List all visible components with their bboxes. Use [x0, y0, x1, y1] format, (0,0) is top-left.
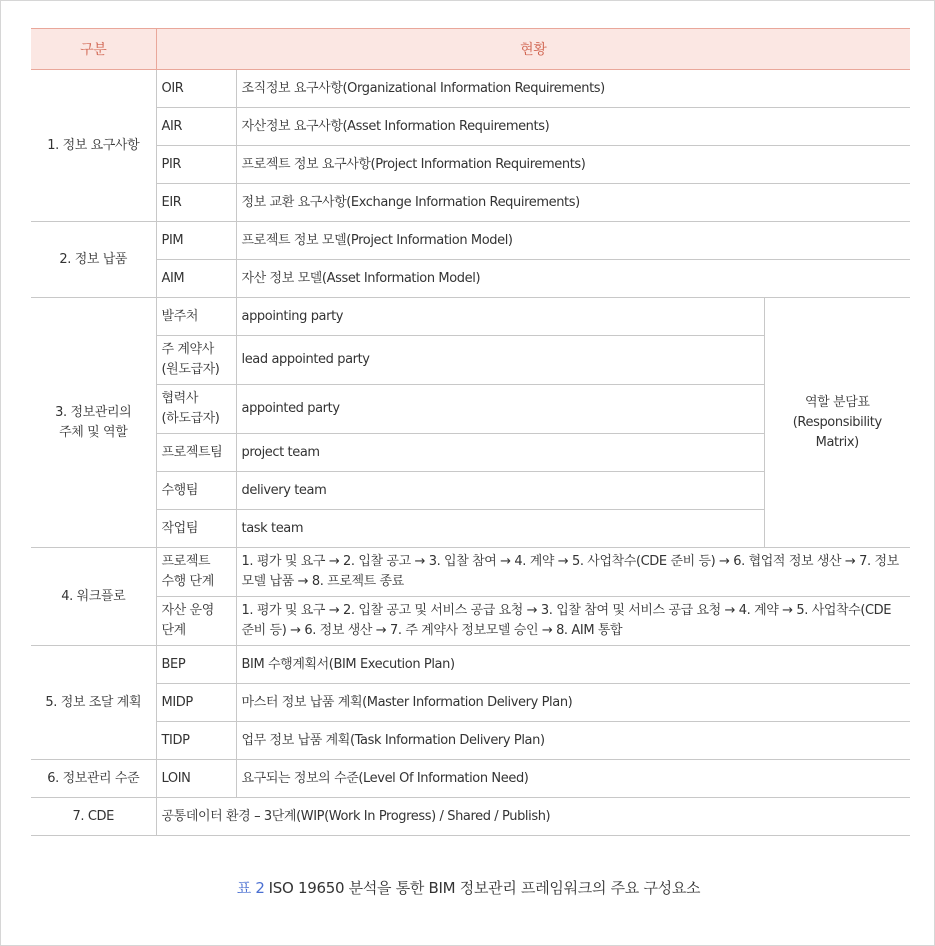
- row-code: OIR: [156, 70, 236, 108]
- table-row: [31, 108, 910, 146]
- section-title-line: 주체 및 역할: [59, 424, 128, 440]
- row-code: [156, 597, 236, 646]
- row-code-line: (원도급자): [161, 362, 220, 377]
- table-row: [31, 760, 910, 798]
- section-title: 1. 정보 요구사항: [31, 70, 156, 222]
- section-title-line: 3. 정보관리의: [55, 404, 132, 420]
- row-code: [156, 336, 236, 385]
- table-row: [31, 298, 910, 336]
- section-title: 6. 정보관리 수준: [31, 760, 156, 798]
- row-code: 수행팀: [156, 472, 236, 510]
- iso19650-table: [31, 28, 910, 836]
- section-title: 4. 워크플로: [31, 548, 156, 646]
- row-code-line: 주 계약사: [161, 342, 214, 357]
- row-desc: project team: [236, 434, 764, 472]
- row-code: AIR: [156, 108, 236, 146]
- row-code: 발주처: [156, 298, 236, 336]
- row-code: LOIN: [156, 760, 236, 798]
- row-desc: task team: [236, 510, 764, 548]
- row-code-line: (하도급자): [161, 411, 220, 426]
- row-code: 작업팀: [156, 510, 236, 548]
- row-code: PIM: [156, 222, 236, 260]
- side-line: (Responsibility: [792, 414, 882, 430]
- section-title: [31, 298, 156, 548]
- side-line: 역할 분담표: [805, 394, 870, 410]
- row-code-line: 자산 운영: [161, 603, 214, 618]
- caption-text: ISO 19650 분석을 통한 BIM 정보관리 프레임워크의 주요 구성요소: [268, 879, 701, 897]
- row-desc: 공통데이터 환경 – 3단계(WIP(Work In Progress) / Shared / Publish): [156, 798, 910, 836]
- row-desc: 정보 교환 요구사항(Exchange Information Requirements): [236, 184, 910, 222]
- row-desc: 업무 정보 납품 계획(Task Information Delivery Plan): [236, 722, 910, 760]
- row-desc: lead appointed party: [236, 336, 764, 385]
- row-code: EIR: [156, 184, 236, 222]
- row-code: BEP: [156, 646, 236, 684]
- row-desc: 1. 평가 및 요구 → 2. 입찰 공고 → 3. 입찰 참여 → 4. 계약 → 5. 사업착수(CDE 준비 등) → 6. 협업적 정보 생산 → 7. 정보모델 납품 → 8. 프로젝트 종료: [236, 548, 910, 597]
- row-desc: BIM 수행계획서(BIM Execution Plan): [236, 646, 910, 684]
- table-row: [31, 597, 910, 646]
- section-title: 5. 정보 조달 계획: [31, 646, 156, 760]
- caption-label: 표 2: [236, 879, 265, 897]
- row-code-line: 수행 단계: [161, 574, 214, 589]
- table-row: [31, 222, 910, 260]
- responsibility-matrix-cell: [764, 298, 910, 548]
- row-desc: 1. 평가 및 요구 → 2. 입찰 공고 및 서비스 공급 요청 → 3. 입찰 참여 및 서비스 공급 요청 → 4. 계약 → 5. 사업착수(CDE 준비 등) → 6. 정보 생산 → 7. 주 계약사 정보모델 승인 → 8. AIM 통합: [236, 597, 910, 646]
- row-code: [156, 385, 236, 434]
- table-caption: [1, 877, 935, 898]
- row-code: TIDP: [156, 722, 236, 760]
- table-header-row: [31, 29, 910, 70]
- row-desc: 자산정보 요구사항(Asset Information Requirements): [236, 108, 910, 146]
- header-category: 구분: [31, 29, 156, 70]
- table-row: [31, 184, 910, 222]
- row-desc: appointing party: [236, 298, 764, 336]
- row-desc: 조직정보 요구사항(Organizational Information Requirements): [236, 70, 910, 108]
- row-desc: delivery team: [236, 472, 764, 510]
- row-code: PIR: [156, 146, 236, 184]
- table-row: [31, 548, 910, 597]
- row-code-line: 단계: [161, 623, 186, 638]
- row-code: AIM: [156, 260, 236, 298]
- row-desc: appointed party: [236, 385, 764, 434]
- section-title: 2. 정보 납품: [31, 222, 156, 298]
- row-desc: 자산 정보 모델(Asset Information Model): [236, 260, 910, 298]
- row-code-line: 프로젝트: [161, 554, 211, 569]
- row-code: 프로젝트팀: [156, 434, 236, 472]
- header-status: 현황: [156, 29, 910, 70]
- row-desc: 요구되는 정보의 수준(Level Of Information Need): [236, 760, 910, 798]
- side-line: Matrix): [815, 434, 859, 450]
- row-code-line: 협력사: [161, 391, 198, 406]
- row-desc: 프로젝트 정보 요구사항(Project Information Requirements): [236, 146, 910, 184]
- table-row: [31, 722, 910, 760]
- section-title: 7. CDE: [31, 798, 156, 836]
- table-row: [31, 798, 910, 836]
- table-row: [31, 146, 910, 184]
- table-row: [31, 684, 910, 722]
- row-desc: 마스터 정보 납품 계획(Master Information Delivery Plan): [236, 684, 910, 722]
- row-desc: 프로젝트 정보 모델(Project Information Model): [236, 222, 910, 260]
- table-row: [31, 646, 910, 684]
- row-code: MIDP: [156, 684, 236, 722]
- table-row: [31, 260, 910, 298]
- row-code: [156, 548, 236, 597]
- table-row: [31, 70, 910, 108]
